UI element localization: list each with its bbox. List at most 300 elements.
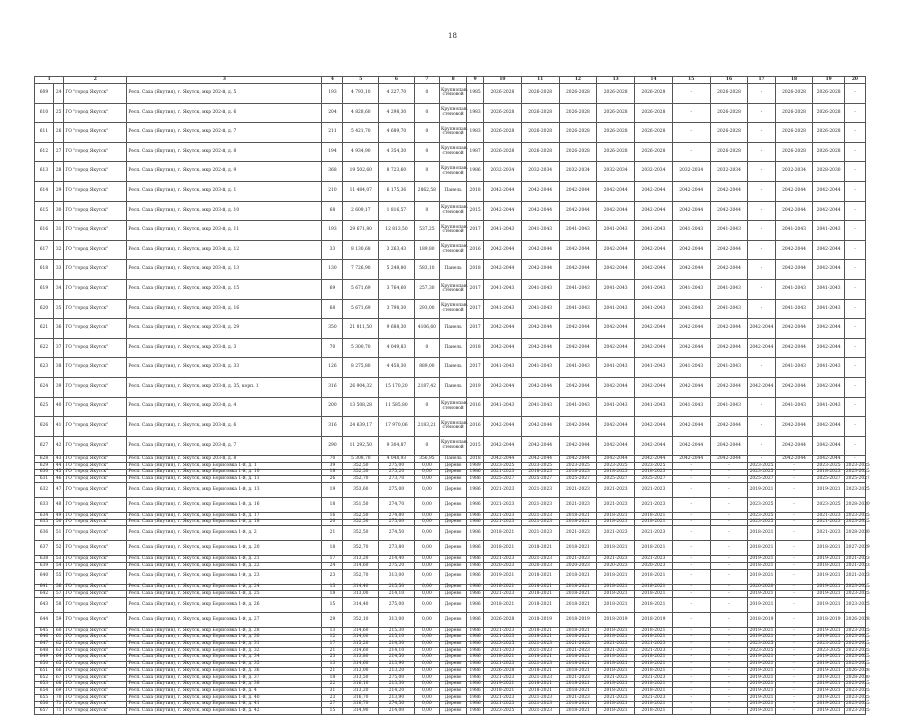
- table-cell: 15 170,20: [379, 377, 415, 397]
- table-cell: -: [775, 654, 813, 661]
- table-cell: 5 671,69: [343, 279, 379, 299]
- table-cell: 6 175,36: [379, 181, 415, 201]
- table-cell: 2042-2044: [813, 319, 844, 339]
- table-cell: ГО "город Якутск": [64, 417, 127, 437]
- table-cell: -: [672, 613, 710, 628]
- table-cell: 2026-2028: [635, 142, 673, 162]
- table-cell: 2026-2028: [813, 123, 844, 143]
- table-cell: 2026-2028: [775, 142, 813, 162]
- table-cell: 626: [35, 417, 54, 437]
- table-cell: 2042-2044: [775, 436, 813, 456]
- table-cell: ГО "город Якутск": [64, 338, 127, 358]
- table-cell: 2042-2044: [813, 181, 844, 201]
- table-cell: 2023-2025: [845, 584, 870, 590]
- table-cell: Респ. Саха (Якутия), г. Якутск, мкр 203-й, д. 10: [127, 201, 322, 221]
- table-cell: Респ. Саха (Якутия), г. Якутск, мкр Борисовка 1-й, д. 13: [127, 483, 322, 498]
- table-cell: -: [844, 319, 865, 339]
- table-row: [35, 661, 866, 668]
- table-cell: Крупнопан. стеновой: [439, 436, 466, 456]
- table-cell: -: [844, 417, 865, 437]
- table-cell: 0,00: [414, 634, 439, 641]
- table-cell: -: [844, 84, 865, 104]
- table-cell: 352,50: [343, 469, 379, 476]
- table-cell: ГО "город Якутск": [64, 688, 127, 695]
- table-cell: 313,80: [343, 654, 379, 661]
- table-cell: 27: [322, 701, 343, 708]
- table-cell: 2041-2043: [672, 221, 710, 241]
- table-cell: 0,00: [414, 584, 439, 591]
- table-cell: Дерево: [439, 591, 466, 598]
- table-cell: 314,90: [343, 708, 379, 715]
- column-header: 10: [484, 77, 522, 84]
- table-cell: 634: [35, 513, 54, 520]
- table-row: [35, 279, 866, 299]
- table-cell: -: [775, 628, 813, 635]
- table-cell: 313,00: [343, 668, 379, 675]
- table-cell: 1986: [467, 668, 484, 675]
- table-cell: Дерево: [439, 513, 466, 520]
- table-cell: 2019: [467, 377, 484, 397]
- table-cell: 2021-2023: [635, 695, 673, 702]
- table-cell: 2026-2028: [813, 142, 844, 162]
- table-cell: 0: [414, 142, 439, 162]
- table-cell: -: [710, 462, 748, 469]
- table-cell: 2026-2028: [484, 84, 522, 104]
- table-cell: 0,00: [414, 541, 439, 556]
- table-cell: Крупнопан. стеновой: [439, 279, 466, 299]
- table-cell: 2018: [467, 260, 484, 280]
- table-cell: 616: [35, 221, 54, 241]
- table-cell: 4 298,30: [379, 103, 415, 123]
- table-cell: -: [748, 279, 775, 299]
- table-cell: 2042-2044: [484, 181, 522, 201]
- table-cell: 2021-2023: [484, 695, 522, 702]
- table-cell: 2021-2023: [521, 701, 559, 708]
- table-cell: 352,50: [343, 526, 379, 541]
- table-cell: 2026-2028: [597, 84, 635, 104]
- table-cell: Респ. Саха (Якутия), г. Якутск, мкр Борисовка 1-й, д. 41: [127, 701, 322, 708]
- table-cell: 2041-2043: [635, 221, 673, 241]
- table-cell: -: [710, 476, 748, 483]
- table-cell: 635: [35, 519, 54, 526]
- table-cell: -: [710, 661, 748, 668]
- table-cell: 273,80: [379, 541, 415, 556]
- table-cell: 2018-2023: [559, 469, 597, 476]
- table-cell: Респ. Саха (Якутия), г. Якутск, мкр 203-й, д. 8: [127, 456, 322, 463]
- table-cell: 2018-2019: [559, 613, 597, 628]
- table-cell: 2018-2021: [597, 654, 635, 661]
- table-cell: 2032-2034: [672, 162, 710, 182]
- table-cell: 2018-2021: [521, 598, 559, 613]
- table-cell: 2026-2028: [775, 103, 813, 123]
- table-cell: ГО "город Якутск": [64, 513, 127, 520]
- table-cell: -: [748, 84, 775, 104]
- table-cell: 2021-2023: [845, 562, 870, 568]
- table-cell: 70: [322, 338, 343, 358]
- table-cell: 1986: [467, 483, 484, 498]
- table-cell: 537,25: [414, 221, 439, 241]
- table-cell: 1986: [467, 591, 484, 598]
- table-cell: -: [844, 436, 865, 456]
- table-cell: 275,00: [379, 462, 415, 469]
- table-cell: 2021-2023: [484, 591, 522, 598]
- table-cell: 2018-2021: [635, 688, 673, 695]
- table-cell: 2042-2044: [521, 240, 559, 260]
- table-cell: -: [710, 613, 748, 628]
- table-cell: 0,00: [414, 674, 439, 681]
- table-cell: -: [748, 103, 775, 123]
- table-cell: 2026-2028: [844, 613, 865, 628]
- table-cell: -: [672, 681, 710, 688]
- table-cell: 2041-2043: [521, 358, 559, 378]
- table-cell: 4 354,30: [379, 142, 415, 162]
- table-cell: Респ. Саха (Якутия), г. Якутск, мкр Борисовка 1-й, д. 16: [127, 498, 322, 513]
- table-cell: 2019-2021: [749, 555, 774, 561]
- table-cell: 2042-2044: [635, 338, 673, 358]
- table-cell: 0,00: [414, 476, 439, 483]
- table-cell: 47: [53, 483, 63, 498]
- table-cell: 2021-2023: [635, 674, 673, 681]
- table-cell: -: [710, 563, 748, 570]
- table-cell: 2862,58: [414, 181, 439, 201]
- table-cell: 2018-2021: [635, 598, 673, 613]
- table-cell: 2018-2021: [597, 628, 635, 635]
- table-cell: 2042-2044: [559, 319, 597, 339]
- table-cell: 368: [322, 162, 343, 182]
- page-number: 18: [448, 32, 457, 40]
- table-cell: 1986: [467, 598, 484, 613]
- table-cell: 2018-2021: [597, 513, 635, 520]
- table-cell: -: [844, 397, 865, 417]
- table-cell: 314,00: [343, 634, 379, 641]
- table-cell: 2023-2025: [845, 512, 870, 518]
- table-cell: Респ. Саха (Якутия), г. Якутск, мкр 203-й, д. 12: [127, 240, 322, 260]
- table-cell: -: [775, 668, 813, 675]
- table-cell: 314,60: [343, 628, 379, 635]
- table-cell: 274,50: [379, 701, 415, 708]
- table-cell: 2183,21: [414, 417, 439, 437]
- table-cell: 214,10: [379, 648, 415, 655]
- table-cell: 356,95: [414, 456, 439, 463]
- table-cell: 44: [53, 462, 63, 469]
- table-cell: 1986: [467, 688, 484, 695]
- table-cell: 2018-2021: [521, 688, 559, 695]
- table-cell: 2018-2023: [813, 469, 844, 476]
- table-cell: 2018-2021: [635, 654, 673, 661]
- table-row: [35, 648, 866, 655]
- table-row: [35, 417, 866, 437]
- table-cell: 2 609,17: [343, 201, 379, 221]
- table-cell: 2016: [467, 397, 484, 417]
- table-cell: 2042-2044: [748, 338, 775, 358]
- table-cell: 38: [53, 358, 63, 378]
- table-cell: 314,60: [343, 661, 379, 668]
- table-cell: 2041-2043: [775, 221, 813, 241]
- table-cell: 2018-2021: [813, 541, 844, 556]
- table-cell: 2018-2021: [635, 701, 673, 708]
- table-cell: 2017: [467, 358, 484, 378]
- table-cell: 2019-2021: [813, 569, 844, 584]
- table-cell: 26: [53, 123, 63, 143]
- table-cell: 2021-2023: [635, 483, 673, 498]
- table-cell: 15: [322, 584, 343, 591]
- table-cell: 2023-2025: [597, 462, 635, 469]
- table-cell: -: [844, 338, 865, 358]
- table-cell: -: [748, 142, 775, 162]
- table-cell: 2032-2034: [597, 162, 635, 182]
- table-cell: 1986: [467, 661, 484, 668]
- table-cell: 2023-2025: [813, 648, 844, 655]
- table-cell: -: [844, 221, 865, 241]
- table-cell: -: [672, 142, 710, 162]
- table-cell: 2019-2021: [813, 598, 844, 613]
- table-cell: 2042-2044: [521, 417, 559, 437]
- table-cell: 316,10: [343, 681, 379, 688]
- table-cell: 609: [35, 84, 54, 104]
- table-cell: 2042-2044: [775, 201, 813, 221]
- table-row: [35, 260, 866, 280]
- table-cell: Дерево: [439, 462, 466, 469]
- table-cell: 643: [35, 598, 54, 613]
- table-cell: 2026-2028: [635, 123, 673, 143]
- table-cell: 1983: [467, 123, 484, 143]
- table-cell: 2025-2027: [845, 475, 870, 481]
- column-header: 19: [813, 77, 844, 84]
- table-cell: 2021-2023: [484, 634, 522, 641]
- table-cell: ГО "город Якутск": [64, 299, 127, 319]
- table-cell: 2026-2028: [710, 142, 748, 162]
- table-cell: Респ. Саха (Якутия), г. Якутск, мкр Борисовка 1-й, д. 35: [127, 661, 322, 668]
- table-cell: 2023-2025: [748, 498, 775, 513]
- table-cell: Дерево: [439, 681, 466, 688]
- table-cell: 2042-2044: [813, 417, 844, 437]
- table-cell: 0,00: [414, 598, 439, 613]
- table-cell: 0,00: [414, 526, 439, 541]
- table-cell: 0,00: [414, 668, 439, 675]
- table-cell: 2042-2044: [710, 436, 748, 456]
- table-cell: -: [710, 681, 748, 688]
- table-cell: 2042-2044: [521, 319, 559, 339]
- table-cell: 629: [35, 462, 54, 469]
- table-cell: 2026-2028: [710, 103, 748, 123]
- table-cell: 0,00: [414, 513, 439, 520]
- table-cell: 2042-2044: [672, 240, 710, 260]
- table-cell: 2021-2023: [559, 641, 597, 648]
- table-cell: Дерево: [439, 498, 466, 513]
- table-row: [35, 688, 866, 695]
- table-cell: 2042-2044: [672, 181, 710, 201]
- table-cell: Респ. Саха (Якутия), г. Якутск, мкр Борисовка 1-й, д. 31: [127, 641, 322, 648]
- table-cell: 2018-2021: [635, 668, 673, 675]
- table-cell: 2015: [467, 201, 484, 221]
- table-cell: -: [775, 708, 813, 715]
- table-row: [35, 569, 866, 584]
- table-cell: 2042-2044: [775, 417, 813, 437]
- table-cell: 2015: [467, 436, 484, 456]
- table-cell: -: [775, 483, 813, 498]
- table-cell: -: [672, 526, 710, 541]
- table-cell: 0,00: [414, 661, 439, 668]
- table-cell: 2026-2028: [559, 142, 597, 162]
- table-cell: 2019-2021: [813, 674, 844, 681]
- table-cell: 59: [53, 613, 63, 628]
- table-cell: 316,70: [343, 701, 379, 708]
- table-cell: 2021-2023: [521, 513, 559, 520]
- table-cell: 2041-2043: [710, 397, 748, 417]
- table-cell: 313,00: [343, 591, 379, 598]
- table-cell: ГО "город Якутск": [64, 201, 127, 221]
- table-cell: 2023-2025: [845, 701, 870, 707]
- table-cell: ГО "город Якутск": [64, 319, 127, 339]
- table-cell: 2042-2044: [748, 319, 775, 339]
- table-cell: 2042-2044: [521, 201, 559, 221]
- table-cell: -: [844, 142, 865, 162]
- table-cell: 644: [35, 613, 54, 628]
- table-cell: 2018-2021: [484, 584, 522, 591]
- table-cell: ГО "город Якутск": [64, 498, 127, 513]
- table-cell: 39: [53, 377, 63, 397]
- table-cell: 313,20: [343, 556, 379, 563]
- table-cell: 2019-2021: [749, 687, 774, 693]
- table-cell: Респ. Саха (Якутия), г. Якутск, мкр 203-й, д. 11: [127, 221, 322, 241]
- table-cell: 2042-2044: [710, 417, 748, 437]
- table-cell: 0,00: [414, 648, 439, 655]
- table-cell: 18: [322, 469, 343, 476]
- table-cell: 2018-2021: [748, 526, 775, 541]
- table-cell: 15: [322, 598, 343, 613]
- table-cell: 2020-2023: [559, 563, 597, 570]
- table-cell: ГО "город Якутск": [64, 668, 127, 675]
- column-header: 13: [597, 77, 635, 84]
- table-cell: 352,50: [343, 513, 379, 520]
- table-cell: 1 816,57: [379, 201, 415, 221]
- table-cell: 2042-2044: [521, 436, 559, 456]
- table-cell: 21: [322, 526, 343, 541]
- table-cell: 2041-2043: [559, 279, 597, 299]
- table-cell: 37: [53, 338, 63, 358]
- table-cell: 8 275,80: [343, 358, 379, 378]
- table-cell: 130: [322, 260, 343, 280]
- table-cell: 41: [53, 417, 63, 437]
- table-cell: 2042-2044: [559, 456, 597, 463]
- table-cell: 2021-2023: [521, 708, 559, 715]
- table-cell: 2026-2028: [775, 123, 813, 143]
- table-cell: 2025-2027: [813, 476, 844, 483]
- table-cell: 0,00: [414, 483, 439, 498]
- table-cell: 2018-2023: [597, 469, 635, 476]
- table-cell: 2018-2019: [635, 613, 673, 628]
- table-cell: 2018-2021: [484, 688, 522, 695]
- column-header: 9: [467, 77, 484, 84]
- table-cell: 2018-2021: [597, 701, 635, 708]
- table-cell: 213,30: [379, 681, 415, 688]
- column-header: 2: [64, 77, 127, 84]
- table-row: [35, 483, 866, 498]
- table-cell: Крупнопан. стеновой: [439, 142, 466, 162]
- table-cell: 2021-2023: [521, 526, 559, 541]
- table-cell: 2041-2043: [710, 279, 748, 299]
- table-cell: 213,20: [379, 668, 415, 675]
- table-cell: Респ. Саха (Якутия), г. Якутск, мкр Борисовка 1-й, д. 1: [127, 462, 322, 469]
- table-cell: 2023-2025: [749, 641, 774, 647]
- table-cell: 2042-2044: [559, 181, 597, 201]
- table-cell: -: [710, 634, 748, 641]
- table-cell: -: [672, 476, 710, 483]
- table-cell: -: [710, 519, 748, 526]
- table-cell: 2042-2044: [559, 240, 597, 260]
- table-cell: 2025-2027: [635, 476, 673, 483]
- table-cell: Крупнопан. стеновой: [439, 162, 466, 182]
- table-cell: 27: [53, 142, 63, 162]
- table-cell: 2017: [467, 221, 484, 241]
- table-row: [35, 358, 866, 378]
- table-cell: 2023-2025: [845, 591, 870, 596]
- table-cell: 2042-2044: [597, 240, 635, 260]
- table-cell: 2023-2025: [484, 641, 522, 648]
- column-header: 7: [414, 77, 439, 84]
- table-cell: 619: [35, 279, 54, 299]
- table-cell: -: [672, 556, 710, 563]
- table-cell: 45: [53, 469, 63, 476]
- table-cell: Дерево: [439, 469, 466, 476]
- table-cell: 624: [35, 377, 54, 397]
- table-cell: 2026-2028: [559, 103, 597, 123]
- table-cell: Респ. Саха (Якутия), г. Якутск, мкр Борисовка 1-й, д. 10: [127, 469, 322, 476]
- table-cell: 651: [35, 668, 54, 675]
- table-cell: 1986: [467, 563, 484, 570]
- table-cell: 647: [35, 641, 54, 648]
- table-cell: 2042-2044: [775, 338, 813, 358]
- table-cell: 2018-2021: [597, 591, 635, 598]
- table-cell: 4 689,70: [379, 123, 415, 143]
- table-cell: Респ. Саха (Якутия), г. Якутск, мкр Борисовка 1-й, д. 40: [127, 695, 322, 702]
- table-cell: 2042-2044: [635, 456, 673, 463]
- table-cell: 2032-2034: [521, 162, 559, 182]
- table-cell: -: [672, 498, 710, 513]
- table-cell: Респ. Саха (Якутия), г. Якутск, мкр Борисовка 1-й, д. 30: [127, 634, 322, 641]
- table-cell: 57: [53, 591, 63, 598]
- table-row: [35, 641, 866, 648]
- table-cell: 2042-2044: [672, 456, 710, 463]
- table-cell: 2025-2027: [597, 476, 635, 483]
- table-cell: 2021-2023: [484, 498, 522, 513]
- table-cell: 19: [322, 483, 343, 498]
- table-cell: 211: [322, 123, 343, 143]
- table-row: [35, 556, 866, 563]
- table-cell: -: [775, 462, 813, 469]
- table-cell: Крупнопан. стеновой: [439, 240, 466, 260]
- table-row: [35, 123, 866, 143]
- table-cell: 2023-2025: [845, 654, 870, 660]
- table-cell: -: [775, 634, 813, 641]
- table-cell: 618: [35, 260, 54, 280]
- table-cell: 2042-2044: [559, 417, 597, 437]
- table-cell: -: [775, 569, 813, 584]
- table-cell: -: [672, 584, 710, 591]
- table-cell: 2023-2025: [845, 694, 870, 700]
- table-cell: 2042-2044: [597, 201, 635, 221]
- table-cell: Респ. Саха (Якутия), г. Якутск, мкр Борисовка 1-й, д. 4: [127, 688, 322, 695]
- table-cell: 2018-2021: [597, 569, 635, 584]
- table-cell: Респ. Саха (Якутия), г. Якутск, мкр Борисовка 1-й, д. 23: [127, 569, 322, 584]
- table-cell: 11 484,07: [343, 181, 379, 201]
- table-cell: 2018-2021: [597, 668, 635, 675]
- table-cell: -: [748, 299, 775, 319]
- table-cell: 2021-2023: [484, 469, 522, 476]
- table-cell: 2041-2043: [484, 221, 522, 241]
- table-cell: 2042-2044: [635, 260, 673, 280]
- table-cell: 2041-2043: [813, 221, 844, 241]
